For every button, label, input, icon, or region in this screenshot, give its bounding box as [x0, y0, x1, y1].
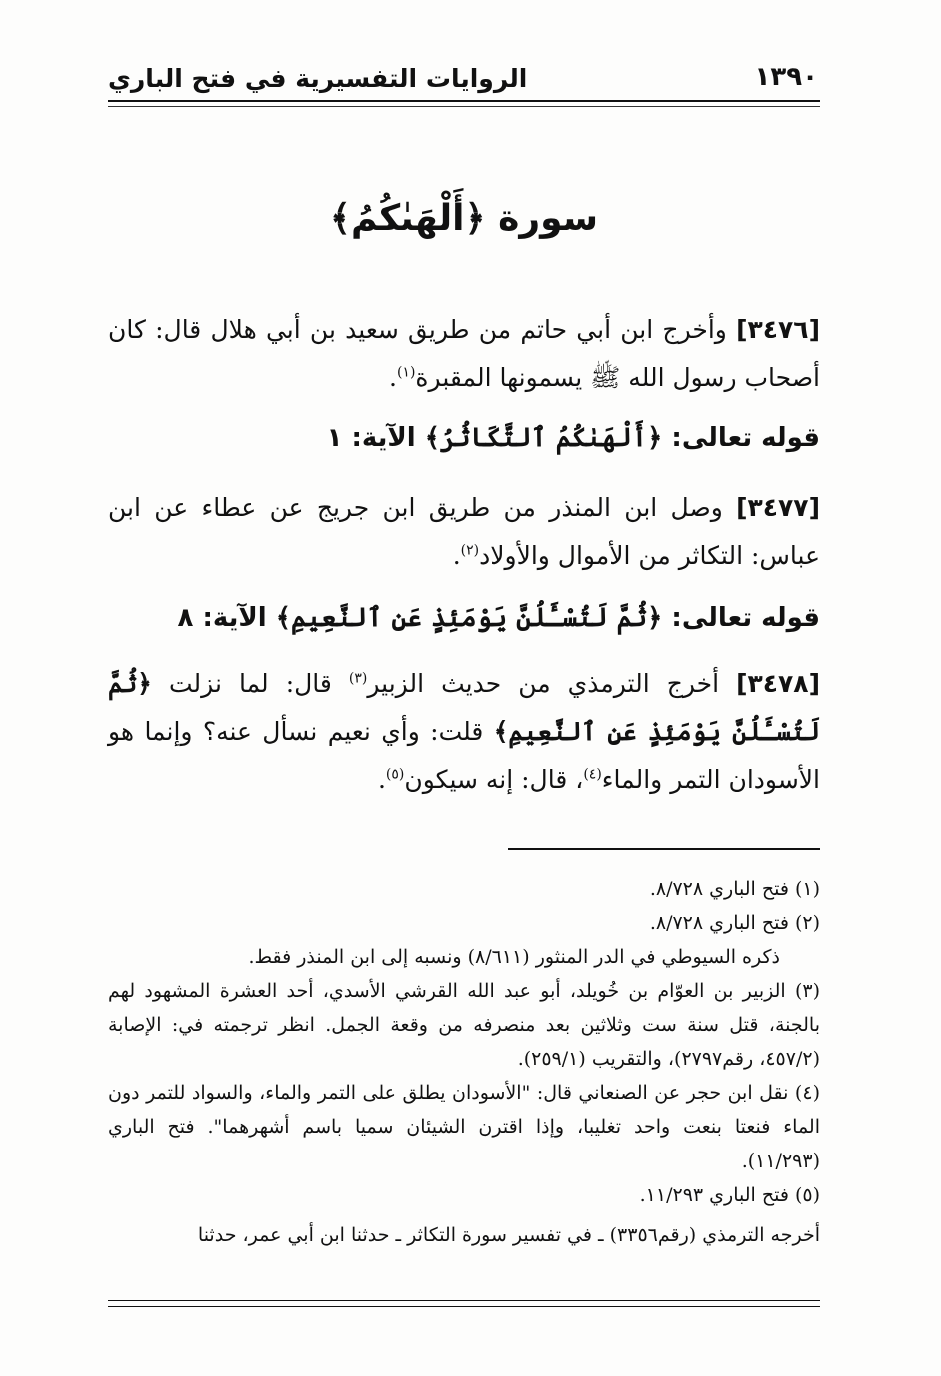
header-rule-thin — [108, 106, 820, 107]
footnotes — [108, 872, 820, 1252]
verse-text: ﴿أَلْهَىٰكُمُ ٱلتَّكَاثُرُ﴾ — [424, 423, 663, 453]
verse-text: ﴿ثُمَّ لَتُسْـَٔلُنَّ يَوْمَئِذٍ عَنِ ٱلنَّعِيمِ﴾ — [275, 603, 663, 633]
footnote-ref: (٢) — [460, 542, 480, 559]
entry-text: أخرج الترمذي من حديث الزبير — [367, 669, 720, 698]
entry-number: [٣٤٧٨] — [736, 669, 820, 698]
verse-heading-suffix: الآية: ١ — [326, 423, 416, 453]
footnote-ref: (١) — [396, 364, 416, 381]
footnote-2: (٢) فتح الباري ٨/٧٢٨. — [649, 912, 820, 934]
bottom-rule — [108, 1300, 820, 1301]
entry-number: [٣٤٧٦] — [736, 315, 820, 344]
footnote-5: (٥) فتح الباري ١١/٢٩٣. — [639, 1184, 820, 1206]
footnote-1: (١) فتح الباري ٨/٧٢٨. — [649, 878, 820, 900]
entry-text: ، قال: إنه سيكون — [404, 765, 584, 794]
footnote-5-note: أخرجه الترمذي (رقم٣٣٥٦) ـ في تفسير سورة التكاثر ـ حدثنا ابن أبي عمر، حدثنا — [197, 1224, 820, 1246]
entry-3478: [٣٤٧٨] أخرج الترمذي من حديث الزبير$^{(٣)}$ قال: لما نزلت ﴿ثُمَّ لَتُسْـَٔلُنَّ يَوْمَئِذٍ عَنِ ٱلنَّعِيمِ﴾ قلت: وأي نعيم نسأل عنه؟ وإنما هو الأسودان التمر والماء$^{(٤)}$، قال: إنه سيكون$^{(٥)}$. — [108, 669, 820, 794]
footnote-3: (٣) الزبير بن العوّام بن خُويلد، أبو عبد الله القرشي الأسدي، أحد العشرة المشهود لهم بالجنة، قتل سنة ست وثلاثين بعد منصرفه من وقعة الجمل. انظر ترجمته في: الإصابة (٤٥٧/٢، رقم٢٧٩٧)، والتقريب (٢٥٩/١). — [108, 980, 820, 1070]
footnote-2-note: ذكره السيوطي في الدر المنثور (٨/٦١١) ونسبه إلى ابن المنذر فقط. — [248, 946, 780, 968]
entry-3476: [٣٤٧٦] وأخرج ابن أبي حاتم من طريق سعيد بن أبي هلال قال: كان أصحاب رسول الله ﷺ يسمونها المقبرة$^{(١)}$. — [108, 315, 820, 392]
page-number: ١٣٩٠ — [754, 62, 818, 92]
footnote-4: (٤) نقل ابن حجر عن الصنعاني قال: "الأسودان يطلق على التمر والماء، والسواد للتمر دون الماء فنعتا بنعت واحد تغليبا، وإذا اقترن الشيئان سميا باسم أشهرهما". فتح الباري (١١/٢٩٣). — [108, 1082, 820, 1172]
entry-3477: [٣٤٧٧] وصل ابن المنذر من طريق ابن جريج عن عطاء عن ابن عباس: التكاثر من الأموال والأولاد$^{(٢)}$. — [108, 493, 821, 570]
footnote-ref: (٣) — [348, 670, 368, 687]
entry-text: قلت: وأي نعيم نسأل عنه؟ وإنما هو الأسودان التمر والماء — [108, 717, 820, 794]
entry-number: [٣٤٧٧] — [736, 493, 821, 522]
verse-heading-prefix: قوله تعالى: — [671, 423, 820, 453]
verse-heading-suffix: الآية: ٨ — [177, 603, 267, 633]
footnote-separator — [508, 848, 820, 850]
entry-text: وأخرج ابن أبي حاتم من طريق سعيد بن أبي هلال قال: كان أصحاب رسول الله ﷺ يسمونها المقبرة — [108, 315, 820, 392]
header-rule — [108, 100, 820, 102]
running-header — [108, 58, 818, 102]
verse-heading-prefix: قوله تعالى: — [671, 603, 820, 633]
surah-title: سورة ﴿أَلْهَىٰكُمُ﴾ — [329, 198, 599, 239]
footnote-ref: (٥) — [385, 766, 405, 783]
verse-heading-2 — [108, 598, 820, 638]
footnote-ref: (٤) — [583, 766, 602, 783]
entry-text: قال: لما نزلت — [169, 669, 332, 698]
verse-heading-1 — [108, 418, 820, 458]
entry-text: وصل ابن المنذر من طريق ابن جريج عن عطاء عن ابن عباس: التكاثر من الأموال والأولاد — [108, 493, 820, 570]
verse-text: ﴿ثُمَّ لَتُسْـَٔلُنَّ يَوْمَئِذٍ عَنِ ٱلنَّعِيمِ﴾ — [108, 669, 820, 746]
running-title: الروايات التفسيرية في فتح الباري — [108, 64, 528, 93]
bottom-rule-2 — [108, 1306, 820, 1307]
